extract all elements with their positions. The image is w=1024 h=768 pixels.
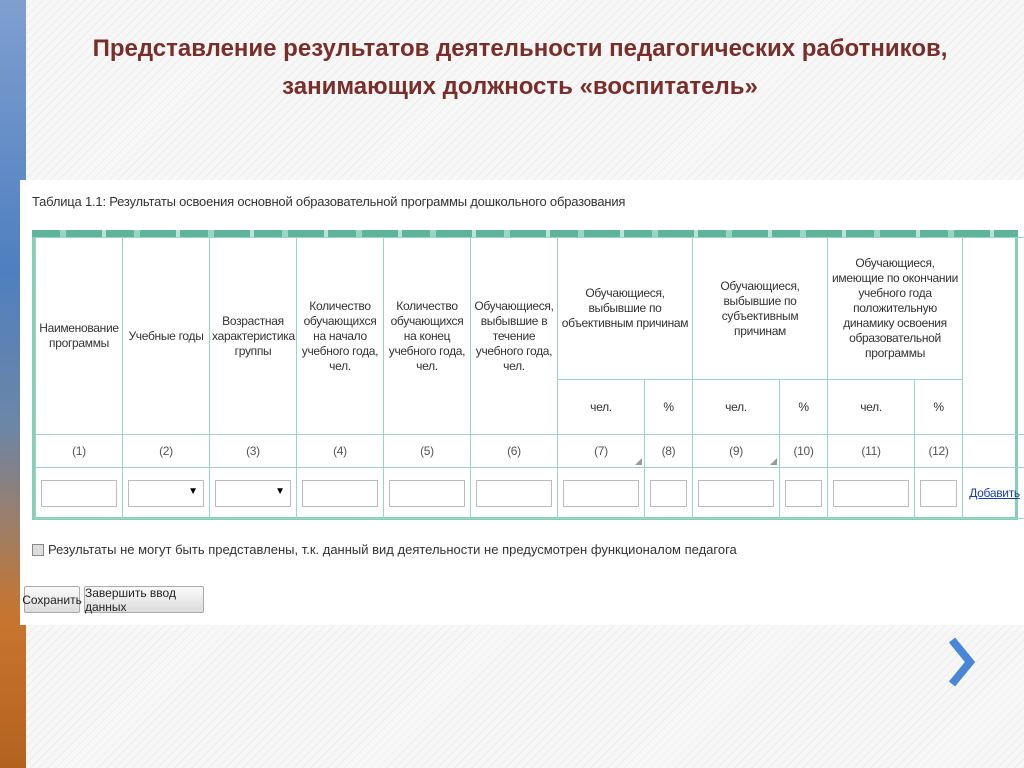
save-button[interactable]: Сохранить: [24, 586, 80, 613]
column-number: (5): [384, 435, 471, 468]
header-count-end: Количество обучающихся на конец учебного года, чел.: [384, 238, 471, 435]
add-row-link[interactable]: Добавить: [969, 486, 1020, 500]
column-number: (4): [297, 435, 384, 468]
program-name-input[interactable]: [41, 480, 116, 507]
not-applicable-checkbox[interactable]: [32, 544, 44, 556]
finish-input-button[interactable]: Завершить ввод данных: [84, 586, 204, 613]
chevron-right-icon[interactable]: [944, 632, 976, 692]
dropped-during-year-input[interactable]: [476, 480, 551, 507]
count-end-input[interactable]: [389, 480, 464, 507]
header-actions-blank: [963, 238, 1024, 435]
dropdown-arrow-icon: ▼: [188, 485, 198, 497]
results-table: [35, 237, 1024, 519]
column-number: (7): [558, 435, 645, 468]
column-number: (1): [36, 435, 123, 468]
dropped-objective-count-input[interactable]: [563, 480, 638, 507]
header-count-start: Количество обучающихся на начало учебного года, чел.: [297, 238, 384, 435]
positive-dynamics-count-input[interactable]: [833, 480, 908, 507]
not-applicable-row: [32, 542, 737, 557]
column-number: (9): [693, 435, 780, 468]
dropdown-arrow-icon: ▼: [275, 485, 285, 497]
header-dropped-subjective: Обучающиеся, выбывшие по субъективным причинам: [693, 238, 828, 380]
subheader-count: чел.: [558, 380, 645, 435]
column-number: (8): [645, 435, 693, 468]
subheader-percent: %: [645, 380, 693, 435]
header-program-name: Наименование программы: [36, 238, 123, 435]
header-positive-dynamics: Обучающиеся, имеющие по окончании учебного года положительную динамику освоения образовательной программы: [828, 238, 963, 380]
academic-years-select[interactable]: [128, 480, 203, 507]
age-group-select[interactable]: [215, 480, 290, 507]
subheader-count: чел.: [828, 380, 915, 435]
slide-title: Представление результатов деятельности педагогических работников, занимающих должность «воспитатель»: [92, 35, 948, 100]
positive-dynamics-percent-input[interactable]: [920, 480, 956, 507]
column-number: (3): [210, 435, 297, 468]
subheader-percent: %: [915, 380, 963, 435]
column-number: (6): [471, 435, 558, 468]
column-number: (2): [123, 435, 210, 468]
header-dropped-objective: Обучающиеся, выбывшие по объективным причинам: [558, 238, 693, 380]
header-age-group: Возрастная характеристика группы: [210, 238, 297, 435]
subheader-count: чел.: [693, 380, 780, 435]
results-table-container: [32, 230, 1018, 520]
count-start-input[interactable]: [302, 480, 377, 507]
header-academic-years: Учебные годы: [123, 238, 210, 435]
column-number: (10): [780, 435, 828, 468]
dropped-subjective-count-input[interactable]: [698, 480, 773, 507]
column-number: (11): [828, 435, 915, 468]
dropped-subjective-percent-input[interactable]: [785, 480, 821, 507]
form-screenshot-panel: [20, 180, 1024, 625]
dropped-objective-percent-input[interactable]: [650, 480, 686, 507]
column-number-blank: [963, 435, 1024, 468]
table-caption: Таблица 1.1: Результаты освоения основной образовательной программы дошкольного образования: [32, 194, 626, 209]
not-applicable-label: Результаты не могут быть представлены, т.к. данный вид деятельности не предусмотрен функционалом педагога: [48, 542, 737, 557]
subheader-percent: %: [780, 380, 828, 435]
header-dropped-during-year: Обучающиеся, выбывшие в течение учебного года, чел.: [471, 238, 558, 435]
column-number: (12): [915, 435, 963, 468]
